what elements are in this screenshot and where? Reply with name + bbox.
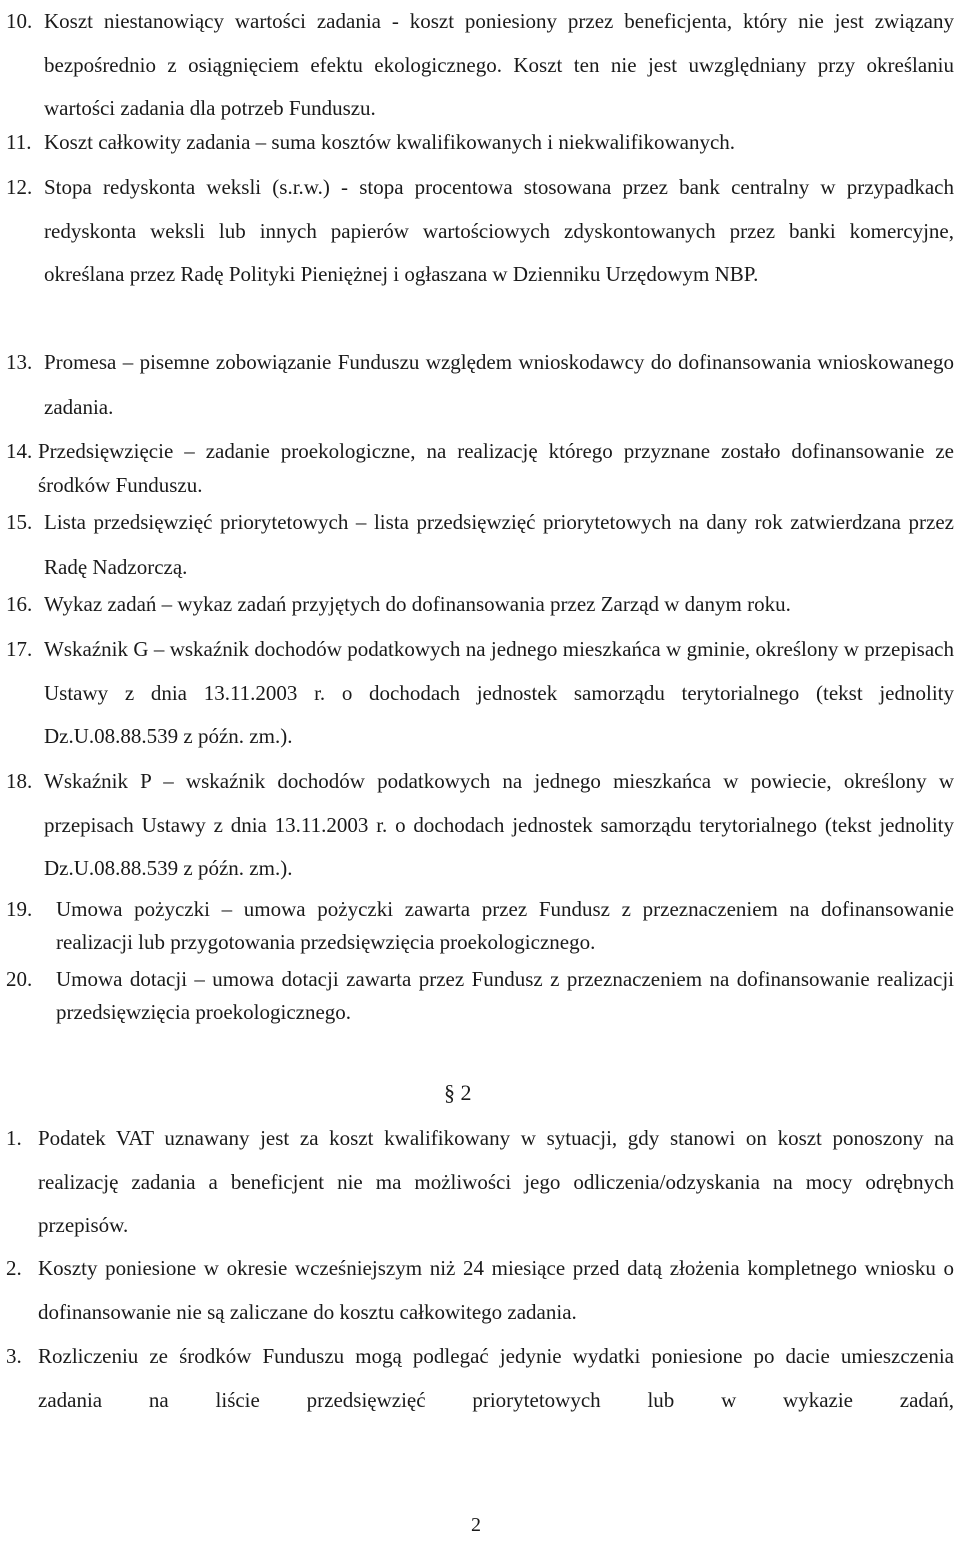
definition-text: Koszt całkowity zadania – suma kosztów kwalifikowanych i niekwalifikowanych. [44, 130, 736, 154]
definition-number: 11. [6, 130, 32, 154]
definition-number: 16. [6, 592, 33, 616]
definition-item [6, 0, 954, 131]
rule-number: 1. [6, 1126, 22, 1150]
definition-text: Stopa redyskonta weksli (s.r.w.) - stopa procentowa stosowana przez bank centralny w przypadkach redyskonta weksli lub innych papierów wartościowych zdyskontowanych przez banki komercyjne, określana przez Radę Polityki Pieniężnej i ogłaszana w Dzienniku Urzędowym NBP. [44, 175, 954, 286]
definition-number: 20. [6, 967, 33, 991]
definition-item [6, 500, 954, 590]
section-heading: § 2 [444, 1080, 472, 1105]
rule-text: Rozliczeniu ze środków Funduszu mogą podlegać jedynie wydatki poniesione po dacie umieszczenia zadania na liście przedsięwzięć priorytetowych lub w wykazie zadań, [38, 1344, 954, 1412]
definition-text: Wskaźnik P – wskaźnik dochodów podatkowych na jednego mieszkańca w powiecie, określony w przepisach Ustawy z dnia 13.11.2003 r. o dochodach jednostek samorządu terytorialnego (tekst jednolity Dz.U.08.88.539 z późn. zm.). [44, 769, 954, 880]
rule-number: 3. [6, 1344, 22, 1368]
definition-number: 14. [6, 439, 33, 463]
definition-number: 19. [6, 897, 33, 921]
rule-item [6, 1117, 954, 1248]
definition-item [6, 586, 954, 622]
definition-number: 15. [6, 510, 33, 534]
page-number: 2 [471, 1514, 481, 1536]
definition-text: Lista przedsięwzięć priorytetowych – lista przedsięwzięć priorytetowych na dany rok zatwierdzana przez Radę Nadzorczą. [44, 510, 954, 579]
definition-item [6, 760, 954, 891]
definition-item [6, 124, 954, 160]
rule-number: 2. [6, 1256, 22, 1280]
definition-item [6, 340, 954, 430]
rule-text: Podatek VAT uznawany jest za koszt kwalifikowany w sytuacji, gdy stanowi on koszt ponoszony na realizację zadania a beneficjent nie ma możliwości jego odliczenia/odzyskania na mocy odrębnych przepisów. [38, 1126, 954, 1237]
definition-text: Koszt niestanowiący wartości zadania - koszt poniesiony przez beneficjenta, który nie jest związany bezpośrednio z osiągnięciem efektu ekologicznego. Koszt ten nie jest uwzględniany przy określaniu wartości zadania dla potrzeb Funduszu. [44, 9, 954, 120]
definition-item [6, 628, 954, 759]
definition-number: 10. [6, 9, 33, 33]
rule-text: Koszty poniesione w okresie wcześniejszym niż 24 miesiące przed datą złożenia kompletnego wniosku o dofinansowanie nie są zaliczane do kosztu całkowitego zadania. [38, 1256, 954, 1324]
definition-text: Wykaz zadań – wykaz zadań przyjętych do dofinansowania przez Zarząd w danym roku. [44, 592, 791, 616]
definition-number: 12. [6, 175, 33, 199]
definition-item [6, 166, 954, 297]
definition-text: Przedsięwzięcie – zadanie proekologiczne, na realizację którego przyznane zostało dofinansowanie ze środków Funduszu. [38, 439, 954, 497]
rule-item [6, 1247, 954, 1334]
definition-item [6, 893, 954, 959]
definition-item [6, 434, 954, 502]
definition-item [6, 963, 954, 1029]
definition-text: Promesa – pisemne zobowiązanie Funduszu względem wnioskodawcy do dofinansowania wnioskowanego zadania. [44, 350, 954, 419]
definition-text: Wskaźnik G – wskaźnik dochodów podatkowych na jednego mieszkańca w gminie, określony w przepisach Ustawy z dnia 13.11.2003 r. o dochodach jednostek samorządu terytorialnego (tekst jednolity Dz.U.08.88.539 z późn. zm.). [44, 637, 954, 748]
definition-text: Umowa pożyczki – umowa pożyczki zawarta przez Fundusz z przeznaczeniem na dofinansowanie realizacji lub przygotowania przedsięwzięcia proekologicznego. [56, 897, 954, 954]
definition-text: Umowa dotacji – umowa dotacji zawarta przez Fundusz z przeznaczeniem na dofinansowanie realizacji przedsięwzięcia proekologicznego. [56, 967, 954, 1024]
definition-number: 13. [6, 350, 33, 374]
rule-item [6, 1335, 954, 1422]
definition-number: 18. [6, 769, 33, 793]
definition-number: 17. [6, 637, 33, 661]
